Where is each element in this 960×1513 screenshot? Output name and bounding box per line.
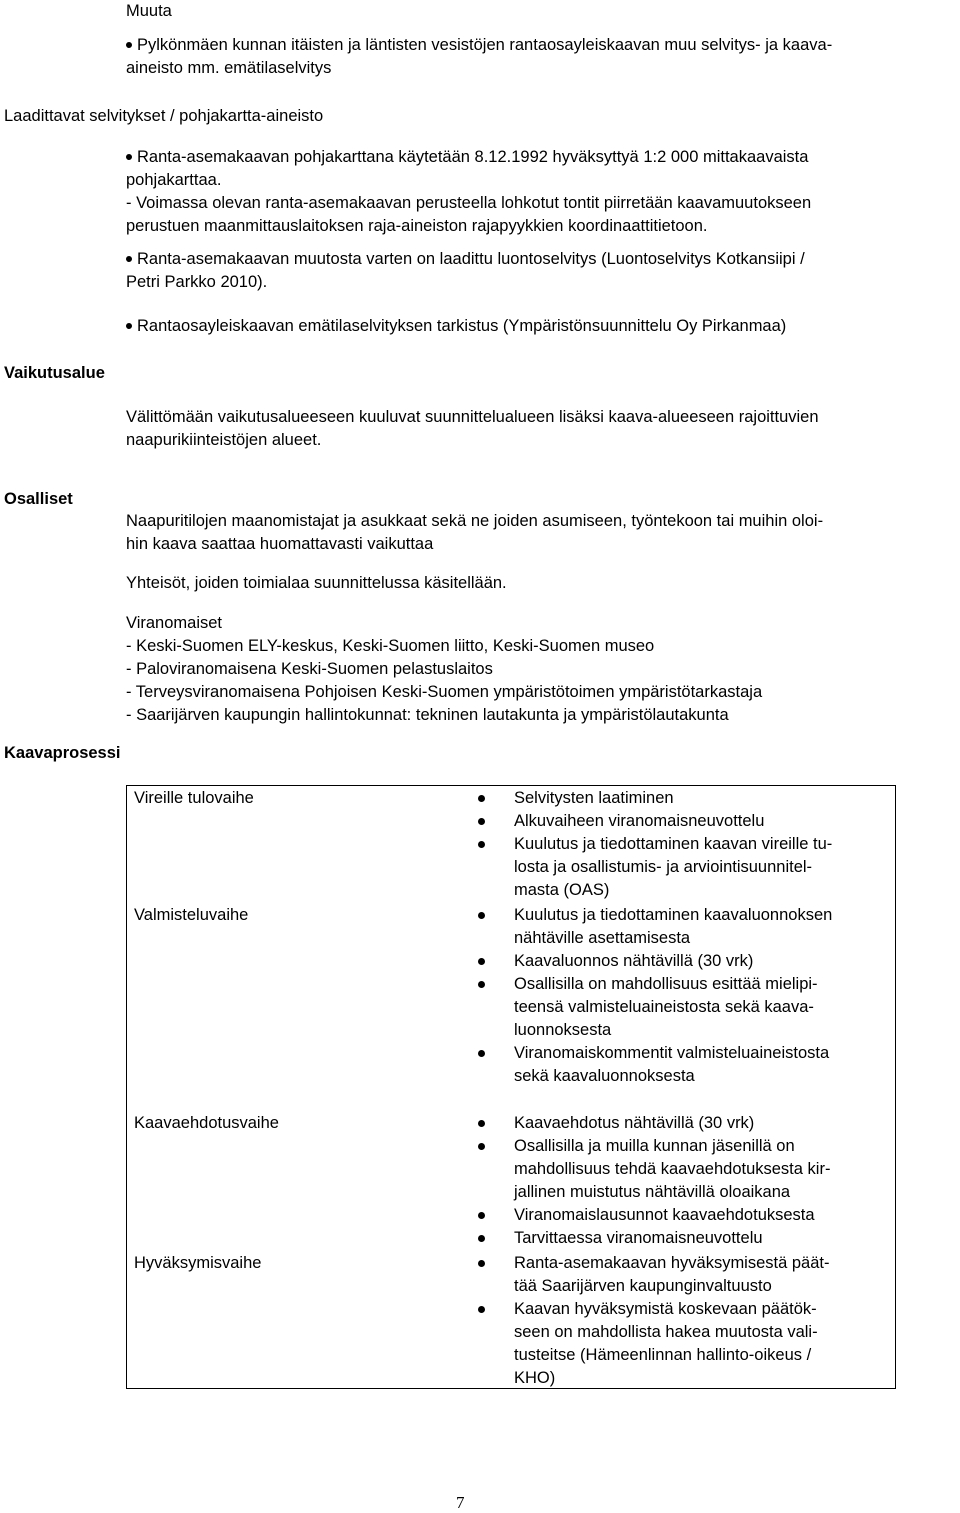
laadittavat-bullet-2-cont: Petri Parkko 2010).	[126, 273, 268, 291]
phase-item-text: Viranomaislausunnot kaavaehdotuksesta	[514, 1206, 815, 1224]
muuta-bullet-text: Pylkönmäen kunnan itäisten ja läntisten vesistöjen rantaosayleiskaavan muu selvitys- ja kaava-	[137, 36, 833, 54]
osalliset-viranomainen-item: - Terveysviranomaisena Pohjoisen Keski-Suomen ympäristötoimen ympäristötarkastaja	[126, 683, 763, 701]
section-heading-kaavaprosessi: Kaavaprosessi	[4, 744, 121, 762]
osalliset-viranomainen-item: - Keski-Suomen ELY-keskus, Keski-Suomen liitto, Keski-Suomen museo	[126, 637, 655, 655]
phase-item-text: Kaavaehdotus nähtävillä (30 vrk)	[514, 1114, 755, 1132]
bullet-icon	[126, 42, 132, 48]
bullet-icon	[478, 818, 485, 825]
phase-item-text: tusteitse (Hämeenlinnan hallinto-oikeus /	[514, 1346, 812, 1364]
phase-item-text: Kuulutus ja tiedottaminen kaavan vireille tu-	[514, 835, 833, 853]
bullet-icon	[478, 1120, 485, 1127]
phase-item-text: masta (OAS)	[514, 881, 610, 899]
vaikutusalue-line-1: Välittömään vaikutusalueeseen kuuluvat suunnittelualueen lisäksi kaava-alueeseen rajoittuvien	[126, 408, 819, 426]
section-heading-osalliset: Osalliset	[4, 490, 73, 508]
phase-item-text: luonnoksesta	[514, 1021, 612, 1039]
bullet-icon	[478, 958, 485, 965]
osalliset-viranomainen-item: - Saarijärven kaupungin hallintokunnat: tekninen lautakunta ja ympäristölautakunta	[126, 706, 729, 724]
laadittavat-bullet-1	[126, 146, 808, 169]
laadittavat-bullet-1-cont: pohjakarttaa.	[126, 171, 222, 189]
osalliset-viranomaiset-title: Viranomaiset	[126, 614, 222, 632]
bullet-icon	[126, 323, 132, 329]
section-heading-muuta: Muuta	[126, 2, 172, 20]
phase-item-text: teensä valmisteluaineistosta sekä kaava-	[514, 998, 814, 1016]
phase-name: Valmisteluvaihe	[134, 906, 249, 924]
phase-item-text: jallinen muistutus nähtävillä oloaikana	[514, 1183, 791, 1201]
bullet-icon	[478, 1235, 485, 1242]
phase-item-text: Kaavan hyväksymistä koskevaan päätök-	[514, 1300, 817, 1318]
phase-item-text: Osallisilla ja muilla kunnan jäsenillä on	[514, 1137, 795, 1155]
laadittavat-bullet-2-text: Ranta-asemakaavan muutosta varten on laadittu luontoselvitys (Luontoselvitys Kotkansiipi /	[137, 250, 805, 268]
osalliset-p1-line-2: hin kaava saattaa huomattavasti vaikuttaa	[126, 535, 434, 553]
phase-item-text: Viranomaiskommentit valmisteluaineistosta	[514, 1044, 830, 1062]
phase-item-text: mahdollisuus tehdä kaavaehdotuksesta kir-	[514, 1160, 831, 1178]
phase-item-text: seen on mahdollista hakea muutosta vali-	[514, 1323, 818, 1341]
phase-item-text: Osallisilla on mahdollisuus esittää mielipi-	[514, 975, 818, 993]
bullet-icon	[478, 1260, 485, 1267]
phase-name: Kaavaehdotusvaihe	[134, 1114, 279, 1132]
muuta-bullet-line	[126, 34, 832, 57]
phase-item-text: Kuulutus ja tiedottaminen kaavaluonnoksen	[514, 906, 833, 924]
vaikutusalue-line-2: naapurikiinteistöjen alueet.	[126, 431, 322, 449]
osalliset-p1-line-1: Naapuritilojen maanomistajat ja asukkaat sekä ne joiden asumiseen, työntekoon tai muihin oloi-	[126, 512, 824, 530]
muuta-bullet-line-2: aineisto mm. emätilaselvitys	[126, 59, 332, 77]
bullet-icon	[478, 981, 485, 988]
phase-item-text: Selvitysten laatiminen	[514, 789, 674, 807]
phase-item-text: sekä kaavaluonnoksesta	[514, 1067, 695, 1085]
bullet-icon	[478, 1050, 485, 1057]
bullet-icon	[478, 912, 485, 919]
bullet-icon	[478, 841, 485, 848]
section-heading-vaikutusalue: Vaikutusalue	[4, 364, 105, 382]
page-number: 7	[456, 1493, 465, 1512]
kaavaprosessi-table	[126, 785, 896, 1389]
bullet-icon	[126, 154, 132, 160]
bullet-icon	[126, 256, 132, 262]
phase-name: Hyväksymisvaihe	[134, 1254, 262, 1272]
laadittavat-bullet-3-text: Rantaosayleiskaavan emätilaselvityksen tarkistus (Ympäristönsuunnittelu Oy Pirkanmaa)	[137, 317, 787, 335]
laadittavat-dash-line-2: perustuen maanmittauslaitoksen raja-aineiston rajapyykkien koordinaattitietoon.	[126, 217, 708, 235]
phase-item-text: losta ja osallistumis- ja arviointisuunnitel-	[514, 858, 813, 876]
phase-name: Vireille tulovaihe	[134, 789, 254, 807]
laadittavat-bullet-1-text: Ranta-asemakaavan pohjakarttana käytetään 8.12.1992 hyväksyttyä 1:2 000 mittakaavaista	[137, 148, 809, 166]
phase-item-text: Tarvittaessa viranomaisneuvottelu	[514, 1229, 763, 1247]
phase-item-text: nähtäville asettamisesta	[514, 929, 691, 947]
phase-item-text: Alkuvaiheen viranomaisneuvottelu	[514, 812, 765, 830]
osalliset-p2: Yhteisöt, joiden toimialaa suunnittelussa käsitellään.	[126, 574, 507, 592]
laadittavat-bullet-3	[126, 315, 786, 338]
bullet-icon	[478, 1212, 485, 1219]
laadittavat-bullet-2	[126, 248, 805, 271]
osalliset-viranomainen-item: - Paloviranomaisena Keski-Suomen pelastuslaitos	[126, 660, 493, 678]
bullet-icon	[478, 795, 485, 802]
bullet-icon	[478, 1143, 485, 1150]
phase-item-text: tää Saarijärven kaupunginvaltuusto	[514, 1277, 772, 1295]
laadittavat-dash-line-1: - Voimassa olevan ranta-asemakaavan perusteella lohkotut tontit piirretään kaavamuutokseen	[126, 194, 812, 212]
section-heading-laadittavat: Laadittavat selvitykset / pohjakartta-aineisto	[4, 107, 324, 125]
bullet-icon	[478, 1306, 485, 1313]
phase-item-text: KHO)	[514, 1369, 556, 1387]
phase-item-text: Kaavaluonnos nähtävillä (30 vrk)	[514, 952, 754, 970]
phase-item-text: Ranta-asemakaavan hyväksymisestä päät-	[514, 1254, 830, 1272]
